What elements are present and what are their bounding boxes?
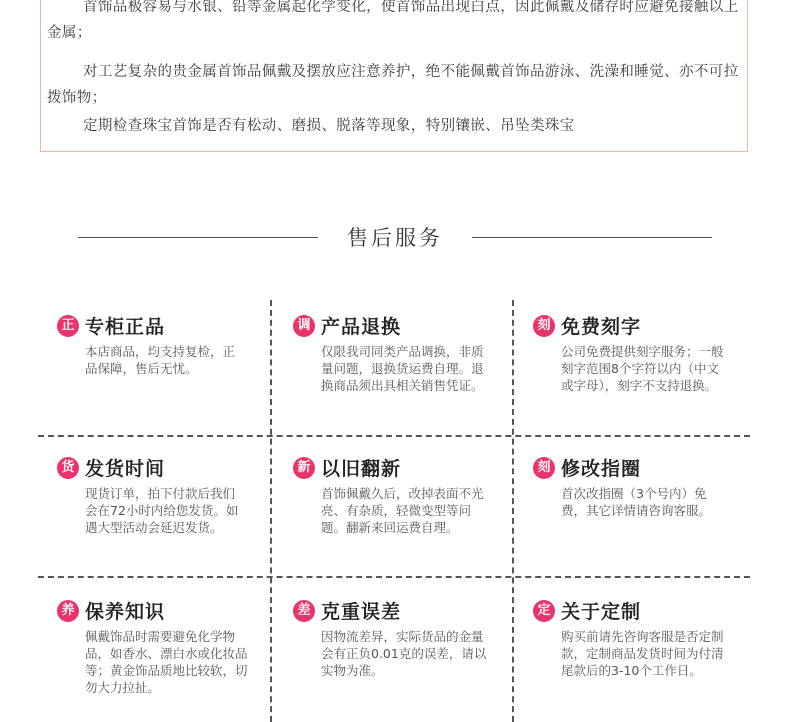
section-divider-right (472, 237, 712, 238)
service-title: 专柜正品 (85, 316, 166, 338)
care-tip-maintenance: 对工艺复杂的贵金属首饰品佩戴及摆放应注意养护，绝不能佩戴首饰品游泳、洗澡和睡觉、亦不可拉拨饰物； (47, 64, 739, 106)
badge-icon: 新 (293, 457, 315, 479)
badge-icon: 调 (293, 315, 315, 337)
grid-divider-vertical (512, 300, 514, 722)
service-title: 产品退换 (321, 316, 402, 338)
service-title: 关于定制 (561, 601, 642, 623)
service-title: 发货时间 (85, 458, 166, 480)
care-tip-metals: 首饰品极容易与水银、铅等金属起化学变化，使首饰品出现白点，因此佩戴及储存时应避免接触以上金属； (47, 0, 739, 41)
service-title: 修改指圈 (561, 458, 642, 480)
badge-icon: 正 (57, 315, 79, 337)
service-title: 克重误差 (321, 601, 402, 623)
badge-icon: 货 (57, 457, 79, 479)
grid-divider-horizontal (38, 576, 750, 578)
section-header (0, 218, 790, 258)
service-desc: 佩戴饰品时需要避免化学物品，如香水、漂白水或化妆品等；黄金饰品质地比较软，切勿大力拉扯。 (85, 629, 248, 695)
service-desc: 本店商品，均支持复检，正品保障，售后无忧。 (85, 344, 236, 376)
service-desc: 现货订单，拍下付款后我们会在72小时内给您发货。如遇大型活动会延迟发货。 (85, 486, 239, 535)
service-desc: 首饰佩戴久后，改掉表面不光亮、有杂质，轻微变型等问题。翻新来回运费自理。 (321, 486, 484, 535)
service-desc: 首次改指圈（3个号内）免费，其它详情请咨询客服。 (561, 486, 712, 518)
badge-icon: 差 (293, 600, 315, 622)
badge-icon: 刻 (533, 457, 555, 479)
grid-divider-vertical (270, 300, 272, 722)
section-divider-left (78, 237, 318, 238)
care-tip-inspection: 定期检查珠宝首饰是否有松动、磨损、脱落等现象，特别镶嵌、吊坠类珠宝 (83, 118, 575, 134)
service-desc: 公司免费提供刻字服务；一般刻字范围8个字符以内（中文或字母），刻字不支持退换。 (561, 344, 724, 393)
care-tips-box (40, 0, 748, 152)
grid-divider-horizontal (38, 435, 750, 437)
badge-icon: 养 (57, 600, 79, 622)
section-title: 售后服务 (347, 226, 443, 250)
badge-icon: 刻 (533, 315, 555, 337)
service-title: 以旧翻新 (321, 458, 402, 480)
badge-icon: 定 (533, 600, 555, 622)
service-desc: 购买前请先咨询客服是否定制款，定制商品发货时间为付清尾款后的3-10个工作日。 (561, 629, 724, 678)
service-desc: 因物流差异，实际货品的金量会有正负0.01克的误差，请以实物为准。 (321, 629, 487, 678)
service-title: 保养知识 (85, 601, 166, 623)
service-title: 免费刻字 (561, 316, 642, 338)
service-desc: 仅限我司同类产品调换，非质量问题，退换货运费自理。退换商品须出具相关销售凭证。 (321, 344, 484, 393)
